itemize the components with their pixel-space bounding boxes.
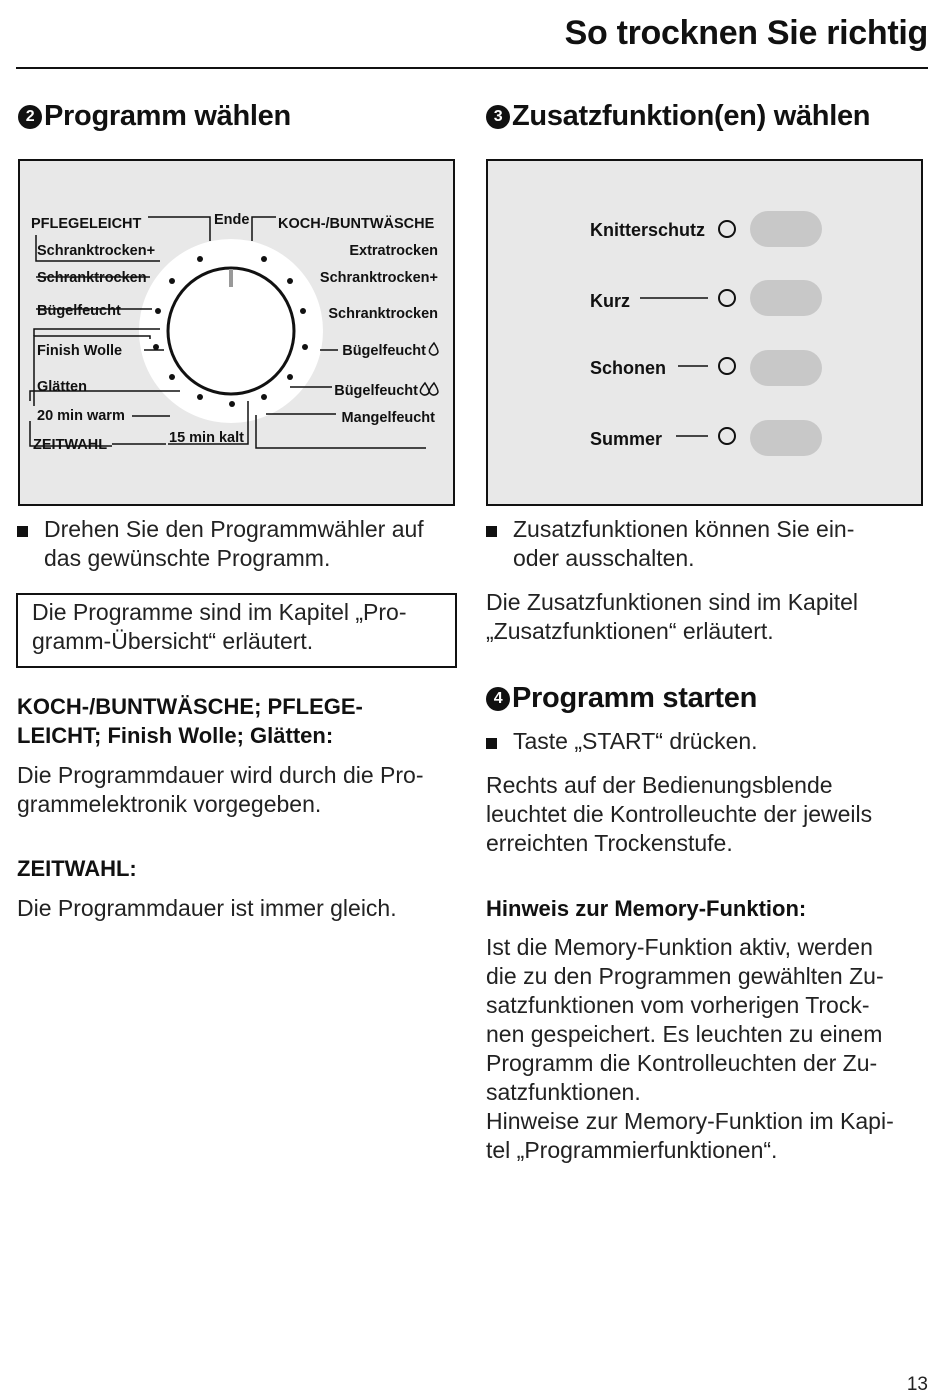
bullet-item-extras — [486, 515, 926, 575]
bracket-line — [148, 217, 210, 241]
dial-label-left-0: Schranktrocken+ — [37, 243, 156, 259]
dial-label-zeitwahl: ZEITWAHL — [33, 437, 108, 453]
header-divider — [16, 67, 928, 69]
button-kurz[interactable] — [750, 280, 822, 316]
note-text — [32, 598, 407, 656]
bullet-text — [513, 515, 854, 573]
dial-label-left-1: Schranktrocken — [37, 270, 147, 286]
program-group-text-line: grammelektronik vorgegeben. — [17, 791, 322, 817]
dial-label-right-3: Bügelfeucht — [342, 343, 426, 359]
bullet-item-program — [17, 515, 457, 575]
program-group-heading-line: KOCH-/BUNTWÄSCHE; PFLEGE- — [17, 694, 363, 719]
dial-label-right-1: Schranktrocken+ — [319, 270, 438, 286]
dial-label-left-2: Bügelfeucht — [37, 303, 121, 319]
memory-text-line: satzfunktionen. — [486, 1079, 641, 1105]
start-text-line: erreichten Trockenstufe. — [486, 830, 733, 856]
section-heading-program — [18, 100, 291, 133]
memory-text-line: Ist die Memory-Funktion aktiv, werden — [486, 934, 873, 960]
dial-label-15min: 15 min kalt — [169, 430, 244, 446]
zeitwahl-heading: ZEITWAHL: — [17, 856, 137, 881]
program-group-text-line: Die Programmdauer wird durch die Pro- — [17, 762, 424, 788]
extra-label-summer: Summer — [590, 429, 663, 449]
step-number-4: 4 — [486, 687, 510, 711]
dial-label-ende: Ende — [214, 212, 250, 228]
dial-label-right-4: Bügelfeucht — [334, 383, 418, 399]
bullet-square — [486, 526, 497, 537]
button-summer[interactable] — [750, 420, 822, 456]
extras-info-line: „Zusatzfunktionen“ erläutert. — [486, 618, 774, 644]
button-knitterschutz[interactable] — [750, 211, 822, 247]
section-heading-start — [486, 682, 757, 715]
program-dial-panel — [18, 159, 455, 506]
note-text-line: gramm-Übersicht“ erläutert. — [32, 628, 314, 654]
double-drop-icon-second — [429, 383, 438, 395]
extras-panel — [486, 159, 923, 506]
button-schonen[interactable] — [750, 350, 822, 386]
memory-text-line: die zu den Programmen gewählten Zu- — [486, 963, 884, 989]
program-group-text — [17, 761, 424, 819]
bullet-text-line: das gewünschte Programm. — [44, 545, 331, 571]
step-number-2: 2 — [18, 105, 42, 129]
step-number-3: 3 — [486, 105, 510, 129]
section-heading-start-text: Programm starten — [512, 682, 757, 714]
indicator-light-knitterschutz — [719, 221, 735, 237]
zeitwahl-text: Die Programmdauer ist immer gleich. — [17, 895, 397, 921]
memory-text-line: satzfunktionen vom vorherigen Trock- — [486, 992, 870, 1018]
memory-text-line: tel „Programmierfunktionen“. — [486, 1137, 778, 1163]
memory-heading: Hinweis zur Memory-Funktion: — [486, 896, 807, 921]
memory-text — [486, 933, 894, 1165]
indicator-light-schonen — [719, 358, 735, 374]
bullet-item-start — [486, 727, 926, 757]
bracket-line — [252, 217, 276, 241]
dial-label-pflegeleicht: PFLEGELEICHT — [31, 216, 142, 232]
memory-text-line: Hinweise zur Memory-Funktion im Kapi- — [486, 1108, 894, 1134]
memory-text-line: nen gespeichert. Es leuchten zu einem — [486, 1021, 883, 1047]
section-heading-program-text: Programm wählen — [44, 100, 291, 132]
extras-info-line: Die Zusatzfunktionen sind im Kapitel — [486, 589, 859, 615]
dial-label-right-5: Mangelfeucht — [341, 410, 435, 426]
page-header-title: So trocknen Sie richtig — [564, 14, 928, 52]
extra-label-knitterschutz: Knitterschutz — [590, 220, 706, 240]
note-text-line: Die Programme sind im Kapitel „Pro- — [32, 599, 407, 625]
page-number: 13 — [906, 1374, 928, 1395]
bullet-text-line: Drehen Sie den Programmwähler auf — [44, 516, 424, 542]
section-heading-extras — [486, 100, 870, 133]
program-group-heading-line: LEICHT; Finish Wolle; Glätten: — [17, 723, 334, 748]
indicator-light-kurz — [719, 290, 735, 306]
single-drop-icon — [429, 343, 438, 355]
program-dial-diagram — [20, 161, 457, 508]
dial-label-koch-buntwaesche: KOCH-/BUNTWÄSCHE — [278, 216, 435, 232]
extra-label-schonen: Schonen — [590, 358, 667, 378]
dial-label-left-4: Glätten — [37, 379, 87, 395]
bullet-text-line: Zusatzfunktionen können Sie ein- — [513, 516, 855, 542]
program-group-heading — [17, 692, 363, 750]
dial-label-left-3: Finish Wolle — [37, 343, 123, 359]
bullet-text — [44, 515, 424, 573]
dial-label-right-2: Schranktrocken — [328, 306, 438, 322]
start-text-line: leuchtet die Kontrolleuchte der jeweils — [486, 801, 873, 827]
extra-label-kurz: Kurz — [590, 291, 630, 311]
bullet-text-line: oder ausschalten. — [513, 545, 695, 571]
bullet-text: Taste „START“ drücken. — [513, 728, 758, 754]
double-drop-icon — [420, 383, 429, 395]
start-text-line: Rechts auf der Bedienungsblende — [486, 772, 833, 798]
extras-diagram — [488, 161, 925, 508]
start-text — [486, 771, 872, 858]
memory-text-line: Programm die Kontrolleuchten der Zu- — [486, 1050, 878, 1076]
dial-label-left-5: 20 min warm — [37, 408, 125, 424]
bullet-square — [486, 738, 497, 749]
extras-info-text — [486, 588, 858, 646]
dial-label-right-0: Extratrocken — [349, 243, 438, 259]
indicator-light-summer — [719, 428, 735, 444]
bullet-square — [17, 526, 28, 537]
section-heading-extras-text: Zusatzfunktion(en) wählen — [512, 100, 871, 132]
